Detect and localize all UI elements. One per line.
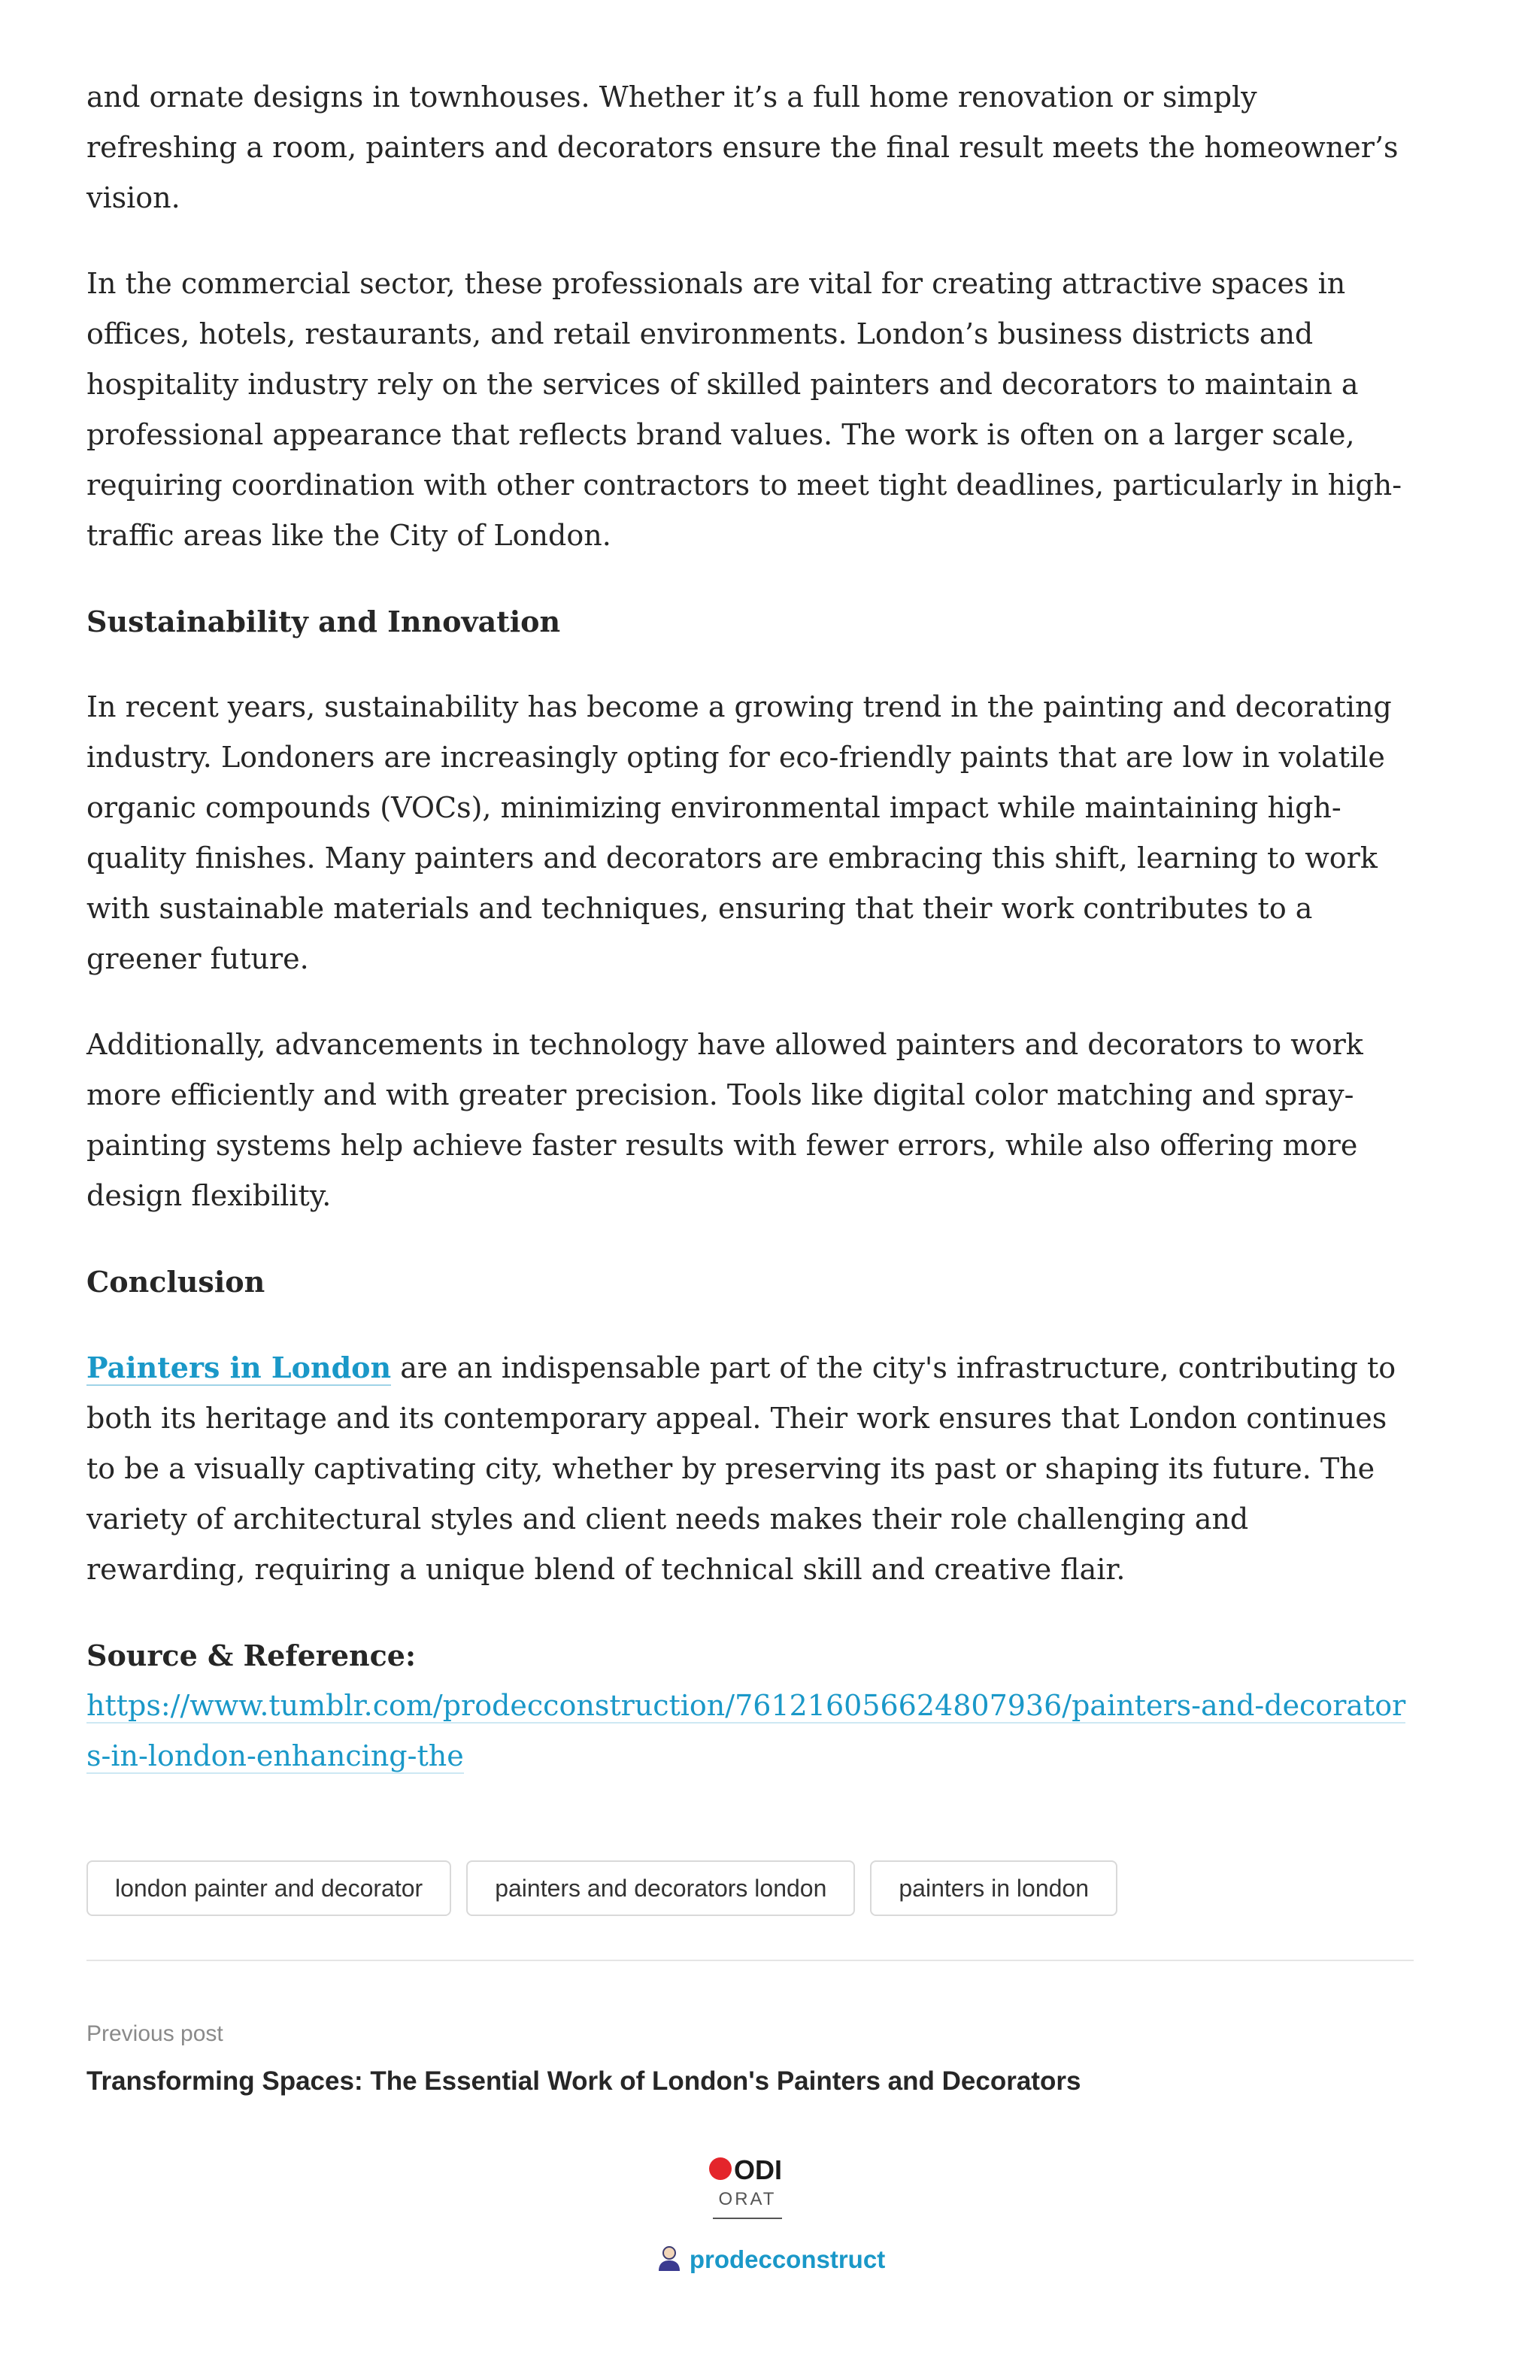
previous-post-link[interactable]: Transforming Spaces: The Essential Work of London's Painters and Decorators bbox=[86, 2066, 1081, 2096]
section-heading-sustainability: Sustainability and Innovation bbox=[86, 605, 561, 638]
painters-in-london-link[interactable]: Painters in London bbox=[86, 1351, 392, 1384]
blog-logo[interactable] bbox=[705, 2149, 790, 2226]
divider bbox=[86, 1960, 1414, 1961]
post-body bbox=[86, 72, 1414, 1817]
paragraph: Additionally, advancements in technology have allowed painters and decorators to work more efficiently and with greater precision. Tools like digital color matching and spray-painting systems help achieve faster results with fewer errors, while also offering more design flexibility. bbox=[86, 1028, 1363, 1212]
tag-london-painter-and-decorator[interactable]: london painter and decorator bbox=[86, 1860, 451, 1916]
source-url-link[interactable]: https://www.tumblr.com/prodecconstruction/761216056624807936/painters-and-decorators-in-london-enhancing-the bbox=[86, 1689, 1406, 1772]
paragraph: In the commercial sector, these professionals are vital for creating attractive spaces in offices, hotels, restaurants, and retail environments. London’s business districts and hospitality industry rely on the services of skilled painters and decorators to maintain a professional appearance that reflects brand values. The work is often on a larger scale, requiring coordination with other contractors to meet tight deadlines, particularly in high-traffic areas like the City of London. bbox=[86, 267, 1402, 552]
logo-text-top: ODI bbox=[734, 2154, 783, 2185]
logo-text-bottom: ORAT bbox=[718, 2189, 777, 2209]
author-link[interactable] bbox=[0, 2244, 1540, 2274]
previous-post-label: Previous post bbox=[86, 2021, 223, 2046]
conclusion-text: are an indispensable part of the city's infrastructure, contributing to both its heritage and its contemporary appeal. Their work ensures that London continues to be a visually captivating city, whether by preserving its past or shaping its future. The variety of architectural styles and client needs makes their role challenging and rewarding, requiring a unique blend of technical skill and creative flair. bbox=[86, 1351, 1396, 1586]
source-reference bbox=[86, 1630, 1414, 1781]
tag-list bbox=[86, 1860, 1117, 1916]
tag-painters-and-decorators-london[interactable]: painters and decorators london bbox=[466, 1860, 855, 1916]
avatar-icon bbox=[655, 2244, 684, 2272]
source-label: Source & Reference: bbox=[86, 1639, 416, 1672]
paragraph: and ornate designs in townhouses. Whether it’s a full home renovation or simply refreshing a room, painters and decorators ensure the final result meets the homeowner’s vision. bbox=[86, 80, 1399, 214]
tag-painters-in-london[interactable]: painters in london bbox=[870, 1860, 1117, 1916]
conclusion-paragraph bbox=[86, 1342, 1414, 1595]
paragraph: In recent years, sustainability has become a growing trend in the painting and decorating industry. Londoners are increasingly opting for eco-friendly paints that are low in volatile organic compounds (VOCs), minimizing environmental impact while maintaining high-quality finishes. Many painters and decorators are embracing this shift, learning to work with sustainable materials and techniques, ensuring that their work contributes to a greener future. bbox=[86, 690, 1392, 975]
section-heading-conclusion: Conclusion bbox=[86, 1265, 265, 1299]
author-name: prodecconstruct bbox=[689, 2245, 886, 2273]
logo-red-dot bbox=[709, 2157, 732, 2180]
